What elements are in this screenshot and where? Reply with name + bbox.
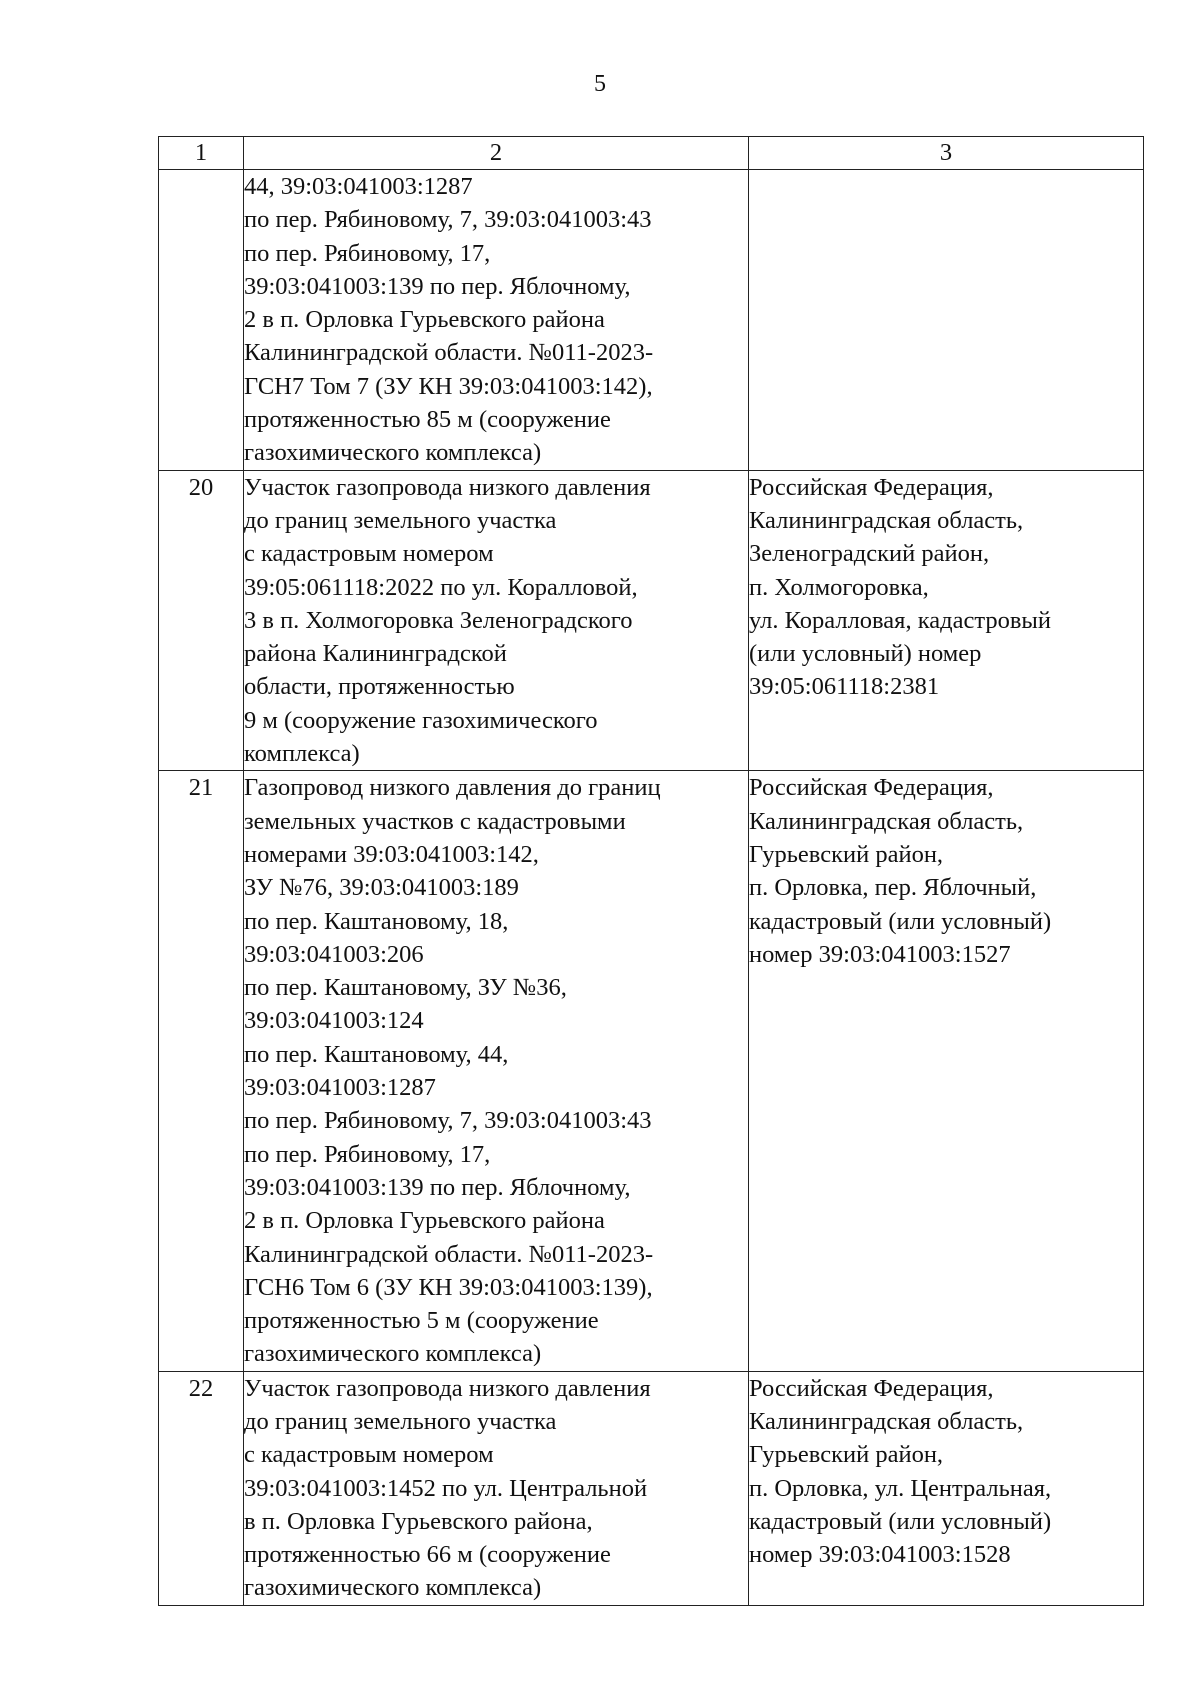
table-row: [159, 1371, 1144, 1605]
location-line: Российская Федерация,: [749, 473, 994, 501]
description-line: района Калининградской: [244, 640, 507, 668]
description-line: по пер. Рябиновому, 17,: [244, 239, 491, 267]
location-line: номер 39:03:041003:1527: [749, 940, 1011, 968]
location-cell: [749, 470, 1144, 771]
description-line: по пер. Каштановому, 18,: [244, 907, 509, 935]
registry-table: [158, 136, 1144, 1606]
description-line: ЗУ №76, 39:03:041003:189: [244, 874, 519, 902]
description-line: протяженностью 85 м (сооружение: [244, 406, 611, 434]
location-line: Зеленоградский район,: [749, 540, 990, 568]
location-line: Гурьевский район,: [749, 1441, 944, 1469]
description-line: 39:03:041003:1287: [244, 1074, 436, 1102]
description-line: 2 в п. Орловка Гурьевского района: [244, 306, 605, 334]
row-number-cell: [159, 170, 244, 471]
description-line: номерами 39:03:041003:142,: [244, 840, 539, 868]
column-header-number: 1: [159, 137, 244, 170]
row-number-cell: 20: [159, 470, 244, 771]
location-line: Российская Федерация,: [749, 774, 994, 802]
description-line: протяженностью 66 м (сооружение: [244, 1541, 611, 1569]
location-line: Калининградская область,: [749, 506, 1024, 534]
table-header-row: [159, 137, 1144, 170]
description-line: Газопровод низкого давления до границ: [244, 774, 661, 802]
location-line: ул. Коралловая, кадастровый: [749, 606, 1051, 634]
description-line: Участок газопровода низкого давления: [244, 473, 651, 501]
description-line: ГСН6 Том 6 (ЗУ КН 39:03:041003:139),: [244, 1273, 653, 1301]
description-line: комплекса): [244, 740, 360, 768]
description-line: 39:03:041003:206: [244, 940, 424, 968]
description-cell: [244, 771, 749, 1371]
location-line: 39:05:061118:2381: [749, 673, 940, 701]
table-row: [159, 470, 1144, 771]
column-header-location: 3: [749, 137, 1144, 170]
description-line: земельных участков с кадастровыми: [244, 807, 626, 835]
location-line: Калининградская область,: [749, 1407, 1024, 1435]
description-line: Калининградской области. №011-2023-: [244, 339, 654, 367]
location-line: п. Орловка, ул. Центральная,: [749, 1474, 1052, 1502]
description-line: 44, 39:03:041003:1287: [244, 173, 473, 200]
description-line: по пер. Рябиновому, 7, 39:03:041003:43: [244, 206, 652, 234]
description-line: протяженностью 5 м (сооружение: [244, 1307, 599, 1335]
description-line: газохимического комплекса): [244, 1574, 542, 1602]
page-number: 5: [594, 71, 606, 97]
description-line: Калининградской области. №011-2023-: [244, 1240, 654, 1268]
description-line: 9 м (сооружение газохимического: [244, 706, 598, 734]
description-line: по пер. Каштановому, 44,: [244, 1040, 509, 1068]
table-body: [159, 170, 1144, 1606]
description-line: 3 в п. Холмогоровка Зеленоградского: [244, 606, 633, 634]
location-line: п. Орловка, пер. Яблочный,: [749, 874, 1037, 902]
description-line: в п. Орловка Гурьевского района,: [244, 1507, 593, 1535]
description-cell: [244, 1371, 749, 1605]
row-number-cell: 21: [159, 771, 244, 1371]
location-cell: [749, 170, 1144, 471]
description-line: до границ земельного участка: [244, 506, 557, 534]
description-line: 39:03:041003:124: [244, 1007, 424, 1035]
table-row: [159, 170, 1144, 471]
description-line: с кадастровым номером: [244, 540, 494, 568]
location-line: кадастровый (или условный): [749, 907, 1052, 935]
description-line: по пер. Рябиновому, 17,: [244, 1140, 491, 1168]
column-header-description: 2: [244, 137, 749, 170]
description-line: ГСН7 Том 7 (ЗУ КН 39:03:041003:142),: [244, 372, 653, 400]
location-line: Гурьевский район,: [749, 840, 944, 868]
description-line: 39:03:041003:1452 по ул. Центральной: [244, 1474, 648, 1502]
location-line: номер 39:03:041003:1528: [749, 1541, 1011, 1569]
location-line: кадастровый (или условный): [749, 1507, 1052, 1535]
description-line: 39:03:041003:139 по пер. Яблочному,: [244, 1173, 631, 1201]
table-row: [159, 771, 1144, 1371]
description-line: газохимического комплекса): [244, 1340, 542, 1368]
description-line: 2 в п. Орловка Гурьевского района: [244, 1207, 605, 1235]
location-cell: [749, 771, 1144, 1371]
location-cell: [749, 1371, 1144, 1605]
description-line: по пер. Рябиновому, 7, 39:03:041003:43: [244, 1107, 652, 1135]
location-line: (или условный) номер: [749, 640, 982, 668]
description-line: до границ земельного участка: [244, 1407, 557, 1435]
description-line: Участок газопровода низкого давления: [244, 1374, 651, 1402]
location-line: п. Холмогоровка,: [749, 573, 929, 601]
description-line: газохимического комплекса): [244, 439, 542, 467]
row-number-cell: 22: [159, 1371, 244, 1605]
description-cell: [244, 170, 749, 471]
description-line: по пер. Каштановому, ЗУ №36,: [244, 974, 567, 1002]
location-line: Калининградская область,: [749, 807, 1024, 835]
description-line: с кадастровым номером: [244, 1441, 494, 1469]
description-line: области, протяженностью: [244, 673, 515, 701]
description-line: 39:03:041003:139 по пер. Яблочному,: [244, 272, 631, 300]
description-line: 39:05:061118:2022 по ул. Коралловой,: [244, 573, 638, 601]
description-cell: [244, 470, 749, 771]
location-line: Российская Федерация,: [749, 1374, 994, 1402]
